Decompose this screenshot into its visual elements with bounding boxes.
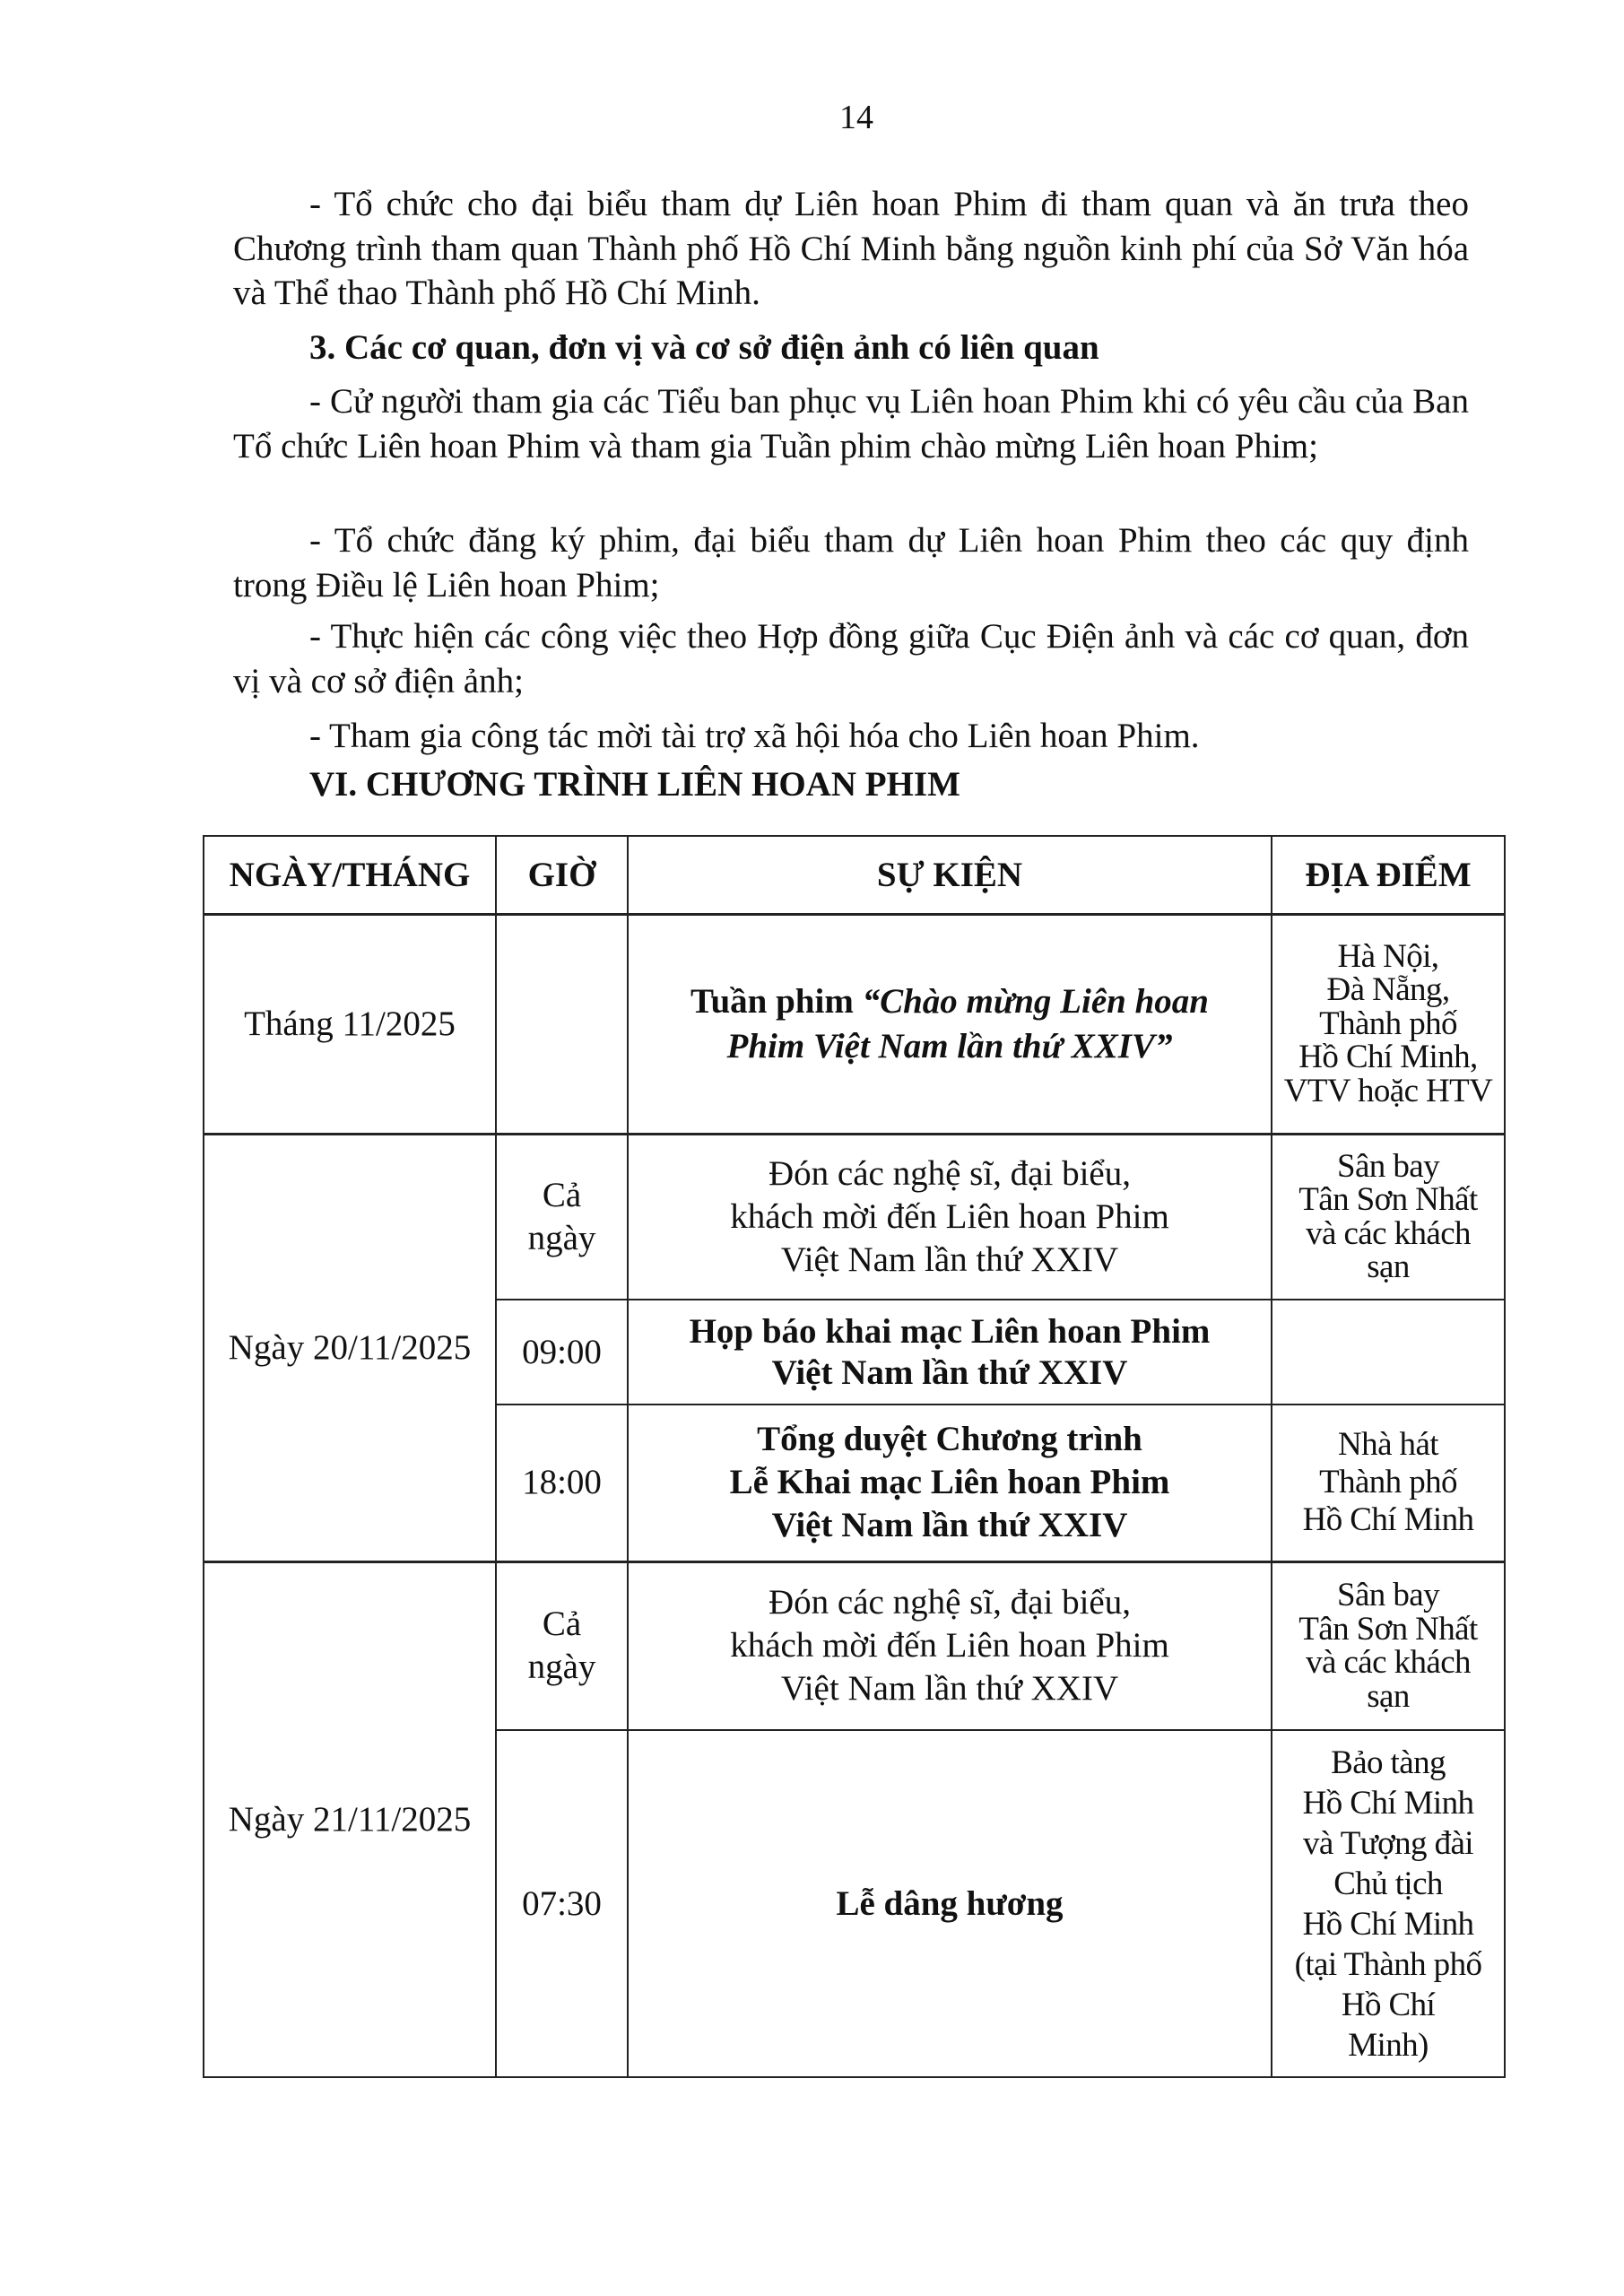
cell-line: Hà Nội, [1337,937,1439,975]
paragraph-contracts: - Thực hiện các công việc theo Hợp đồng giữa Cục Điện ảnh và các cơ quan, đơn vị và cơ sở điện ảnh; [233,617,1469,700]
place-lines [1272,1426,1504,1539]
cell-line: Thành phố [1319,1004,1457,1042]
cell-line: Họp báo khai mạc Liên hoan Phim [689,1311,1211,1351]
time-cell [496,914,628,1134]
cell-line: (tại Thành phố [1294,1945,1482,1983]
date-cell: Tháng 11/2025 [204,914,496,1134]
event-cell [628,1300,1272,1405]
time-cell [496,1300,628,1405]
cell-line: Hồ Chí [1341,1986,1436,2023]
place-lines [1272,1578,1504,1713]
cell-line: Cả [542,1175,582,1214]
cell-line: Đà Nẵng, [1326,971,1450,1009]
cell-line: Lễ Khai mạc Liên hoan Phim [729,1463,1170,1502]
cell-line: Nhà hát [1338,1426,1438,1464]
cell-line: Sân bay [1337,1147,1439,1185]
cell-line: ngày [527,1648,596,1687]
cell-line: Sân bay [1337,1577,1439,1614]
cell-line: 09:00 [522,1332,602,1371]
place-cell [1272,1405,1505,1561]
header-event: SỰ KIỆN [628,836,1272,914]
event-cell [628,1134,1272,1300]
date-cell: Ngày 21/11/2025 [204,1561,496,2077]
cell-line: khách mời đến Liên hoan Phim [730,1626,1169,1665]
cell-line: VTV hoặc HTV [1283,1072,1493,1109]
section-heading-6: VI. CHƯƠNG TRÌNH LIÊN HOAN PHIM [309,765,960,804]
cell-line: Đón các nghệ sĩ, đại biểu, [769,1153,1131,1193]
cell-line: Thành phố [1319,1464,1457,1501]
event-cell [628,1730,1272,2077]
time-lines [497,1461,627,1504]
cell-line: khách mời đến Liên hoan Phim [730,1196,1169,1236]
cell-line: Việt Nam lần thứ XXIV [780,1239,1119,1279]
place-cell [1272,914,1505,1134]
time-cell [496,1730,628,2077]
table-row [204,1134,1505,1300]
date-cell: Ngày 20/11/2025 [204,1134,496,1561]
cell-line: Cả [542,1605,582,1644]
place-cell [1272,1561,1505,1730]
cell-line: Bảo tàng [1331,1744,1446,1781]
festival-schedule-table [203,835,1506,2078]
cell-line: và các khách [1306,1214,1471,1252]
cell-line: 07:30 [522,1883,602,1923]
cell-line: Chủ tịch [1333,1865,1443,1902]
time-cell [496,1405,628,1561]
event-lines [629,1418,1271,1547]
cell-line: Tân Sơn Nhất [1298,1610,1478,1648]
time-lines [497,1174,627,1260]
event-lines [629,1883,1271,1926]
cell-line: sạn [1367,1248,1410,1286]
header-time: GIỜ [496,836,628,914]
table-row [204,1561,1505,1730]
place-lines [1272,937,1504,1109]
event-lines [629,1311,1271,1394]
cell-line: Tổng duyệt Chương trình [757,1420,1142,1459]
cell-line: Đón các nghệ sĩ, đại biểu, [769,1583,1131,1622]
event-quote-line2: Phim Việt Nam lần thứ XXIV” [726,1026,1173,1065]
event-lines [629,1152,1271,1282]
time-cell [496,1134,628,1300]
cell-line: Tân Sơn Nhất [1298,1181,1478,1219]
cell-line: sạn [1367,1677,1410,1715]
paragraph-sponsorship: - Tham gia công tác mời tài trợ xã hội hóa cho Liên hoan Phim. [309,717,1200,755]
cell-line: Việt Nam lần thứ XXIV [780,1669,1119,1709]
cell-line: Hồ Chí Minh [1302,1501,1474,1539]
cell-line: và các khách [1306,1644,1471,1682]
place-cell [1272,1730,1505,2077]
place-cell [1272,1300,1505,1405]
place-cell [1272,1134,1505,1300]
cell-line: Việt Nam lần thứ XXIV [771,1352,1128,1392]
cell-line: Hồ Chí Minh, [1298,1039,1478,1076]
cell-line: Việt Nam lần thứ XXIV [771,1506,1128,1545]
event-quote-line1: “Chào mừng Liên hoan [862,981,1209,1021]
event-lines [629,1581,1271,1710]
place-lines [1272,1147,1504,1286]
cell-line: Hồ Chí Minh [1302,1784,1474,1822]
event-cell [628,1561,1272,1730]
time-lines [497,1883,627,1926]
place-lines [1272,1743,1504,2066]
header-place: ĐỊA ĐIỂM [1272,836,1505,914]
cell-line: 18:00 [522,1463,602,1502]
event-cell [628,1405,1272,1561]
time-cell [496,1561,628,1730]
event-cell [628,914,1272,1134]
section-heading-3: 3. Các cơ quan, đơn vị và cơ sở điện ảnh có liên quan [309,328,1099,367]
cell-line: Hồ Chí Minh [1302,1905,1474,1943]
page-number: 14 [839,99,873,136]
header-date: NGÀY/THÁNG [204,836,496,914]
table-row [204,914,1505,1134]
cell-line: ngày [527,1218,596,1257]
time-lines [497,1331,627,1374]
cell-line: Lễ dâng hương [836,1883,1064,1923]
cell-line: Minh) [1348,2026,1429,2064]
table-header-row [204,836,1505,914]
event-prefix: Tuần phim [690,981,863,1021]
cell-line: và Tượng đài [1303,1824,1473,1862]
paragraph-sightseeing: - Tổ chức cho đại biểu tham dự Liên hoan Phim đi tham quan và ăn trưa theo Chương trình tham quan Thành phố Hồ Chí Minh bằng nguồn kinh phí của Sở Văn hóa và Thể thao Thành phố Hồ Chí Minh. [233,185,1469,312]
paragraph-subcommittees: - Cử người tham gia các Tiểu ban phục vụ Liên hoan Phim khi có yêu cầu của Ban Tổ chức Liên hoan Phim và tham gia Tuần phim chào mừng Liên hoan Phim; [233,382,1469,465]
time-lines [497,1603,627,1689]
paragraph-registration: - Tổ chức đăng ký phim, đại biểu tham dự Liên hoan Phim theo các quy định trong Điều lệ Liên hoan Phim; [233,521,1469,604]
